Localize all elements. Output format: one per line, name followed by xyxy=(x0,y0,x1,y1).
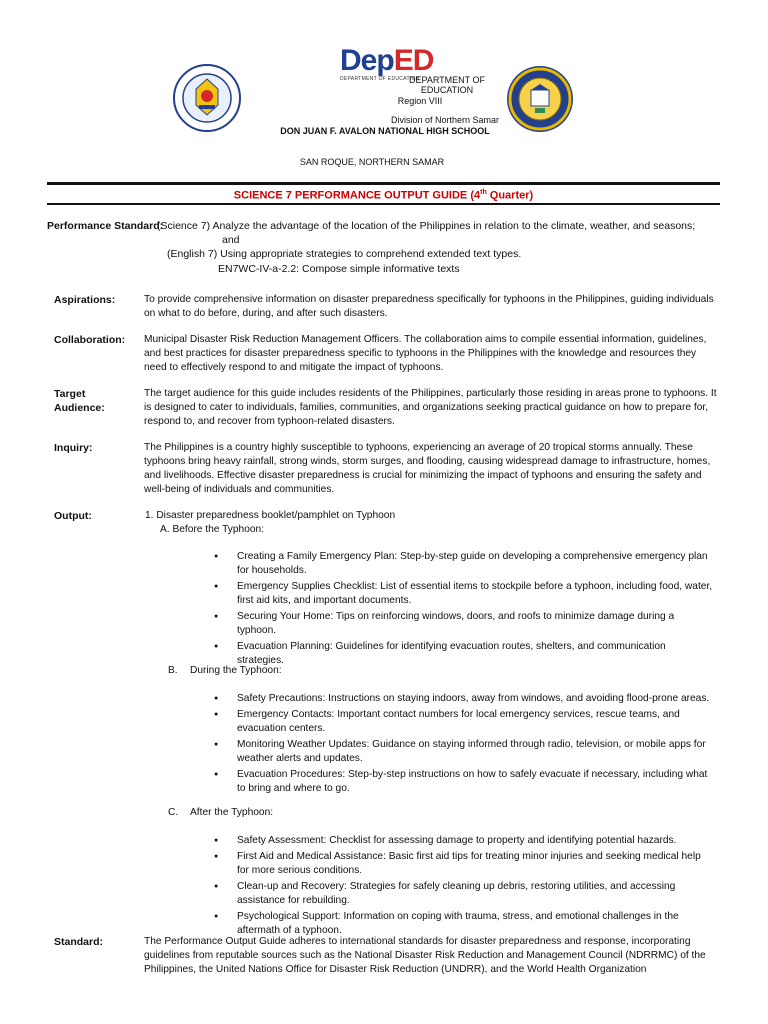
after-typhoon-heading: After the Typhoon: xyxy=(190,807,274,818)
inquiry-text: The Philippines is a country highly susceptible to typhoons, experiencing an average of 20 tropical storms annually. These typhoons bring heavy rainfall, strong winds, storm surges, and flooding, causing widespread damage to infrastructure, homes, and livelihoods. Effective disaster preparedness is crucial for minimizing the impact of typhoons and ensuring the safety and well-being of individuals and communities. xyxy=(144,442,711,495)
output-item-1: 1. Disaster preparedness booklet/pamphlet on Typhoon xyxy=(145,510,396,521)
standard-label: Standard: xyxy=(54,936,104,948)
performance-standard-line1: (Science 7) Analyze the advantage of the location of the Philippines in relation to the climate, weather, and seasons; xyxy=(157,220,696,232)
list-item: ● Monitoring Weather Updates: Guidance on staying informed through radio, television, or mobile apps for weather alerts and updates. xyxy=(214,738,714,766)
deped-seal-logo xyxy=(172,63,242,133)
aspirations-text: To provide comprehensive information on disaster preparedness specifically for typhoons in the Philippines, guiding individuals on what to do before, during, and after such disasters. xyxy=(144,294,714,319)
target-audience-label: Target Audience: xyxy=(54,388,105,414)
document-title: SCIENCE 7 PERFORMANCE OUTPUT GUIDE (4th Quarter) xyxy=(233,189,534,202)
collaboration-label: Collaboration: xyxy=(54,334,126,346)
before-typhoon-heading: A. Before the Typhoon: xyxy=(160,524,265,535)
deped-brand-logo: DepED DEPARTMENT OF EDUCATION xyxy=(340,44,434,82)
department-name: DEPARTMENT OF EDUCATION xyxy=(408,75,485,95)
list-item: ● Safety Assessment: Checklist for assessing damage to property and identifying potential hazards. xyxy=(214,834,714,848)
performance-standard-line2: and xyxy=(222,234,240,246)
school-seal-logo xyxy=(505,64,575,134)
region-name: Region VIII xyxy=(397,96,443,106)
during-typhoon-list xyxy=(214,692,714,798)
school-address: SAN ROQUE, NORTHERN SAMAR xyxy=(299,157,445,167)
list-item: ● Creating a Family Emergency Plan: Step-by-step guide on developing a comprehensive emergency plan for households. xyxy=(214,550,714,578)
list-item: ● Psychological Support: Information on coping with trauma, stress, and emotional challenges in the aftermath of a typhoon. xyxy=(214,910,714,938)
output-label: Output: xyxy=(54,510,92,522)
after-typhoon-letter: C. xyxy=(168,807,179,818)
target-audience-text: The target audience for this guide includes residents of the Philippines, particularly those residing in areas prone to typhoons. It is designed to cater to individuals, families, communities, and organizations seeking practical guidance on how to prepare for, respond to, and recover from typhoon-related disasters. xyxy=(144,388,717,427)
performance-standard-label: Performance Standard: xyxy=(47,220,164,232)
inquiry-label: Inquiry: xyxy=(54,442,93,454)
list-item: ● First Aid and Medical Assistance: Basic first aid tips for treating minor injuries and seeking medical help for more serious conditions. xyxy=(214,850,714,878)
collaboration-text: Municipal Disaster Risk Reduction Management Officers. The collaboration aims to compile essential information, guidelines, and best practices for disaster preparedness specific to typhoons in the Philippines with the knowledge and resources they need to effectively respond to and mitigate the impact of typhoons. xyxy=(144,334,707,373)
title-rule-bottom xyxy=(47,203,720,205)
during-typhoon-letter: B. xyxy=(168,665,178,676)
list-item: ● Emergency Contacts: Important contact numbers for local emergency services, rescue teams, and evacuation centers. xyxy=(214,708,714,736)
list-item: ● Evacuation Procedures: Step-by-step instructions on how to safely evacuate if necessary, including what to bring and where to go. xyxy=(214,768,714,796)
title-rule-top xyxy=(47,182,720,185)
division-name: Division of Northern Samar xyxy=(390,115,500,125)
list-item: ● Evacuation Planning: Guidelines for identifying evacuation routes, shelters, and communication strategies. xyxy=(214,640,714,668)
aspirations-label: Aspirations: xyxy=(54,294,116,306)
list-item: ● Securing Your Home: Tips on reinforcing windows, doors, and roofs to minimize damage during a typhoon. xyxy=(214,610,714,638)
list-item: ● Safety Precautions: Instructions on staying indoors, away from windows, and avoiding flood-prone areas. xyxy=(214,692,714,706)
list-item: ● Clean-up and Recovery: Strategies for safely cleaning up debris, restoring utilities, and accessing assistance for rebuilding. xyxy=(214,880,714,908)
school-name: DON JUAN F. AVALON NATIONAL HIGH SCHOOL xyxy=(280,126,490,136)
after-typhoon-list xyxy=(214,834,714,940)
standard-text: The Performance Output Guide adheres to international standards for disaster preparedness and response, incorporating guidelines from reputable sources such as the National Disaster Risk Reduction and Management Council (NDRRMC) of the Philippines, the United Nations Office for Disaster Risk Reduction (UNDRR), and the World Health Organization xyxy=(144,936,706,975)
performance-standard-line4: EN7WC-IV-a-2.2: Compose simple informative texts xyxy=(218,263,460,275)
before-typhoon-list xyxy=(214,550,714,670)
performance-standard-line3: (English 7) Using appropriate strategies to comprehend extended text types. xyxy=(167,248,522,260)
during-typhoon-heading: During the Typhoon: xyxy=(190,665,282,676)
list-item: ● Emergency Supplies Checklist: List of essential items to stockpile before a typhoon, including food, water, first aid kits, and important documents. xyxy=(214,580,714,608)
